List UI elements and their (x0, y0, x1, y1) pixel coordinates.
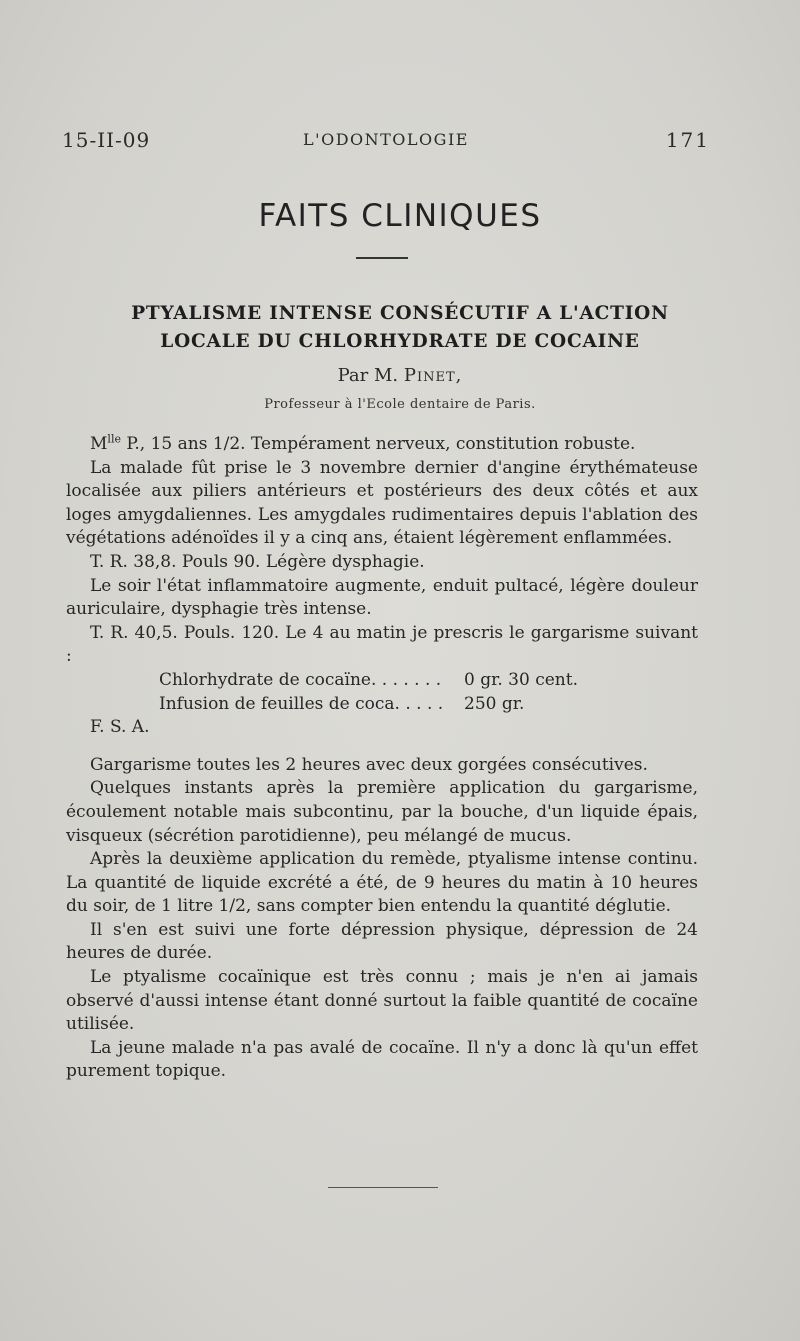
article-title-line-1: PTYALISME INTENSE CONSÉCUTIF A L'ACTION (131, 303, 669, 324)
paragraph: Le ptyalisme cocaïnique est très connu ; mais je n'en ai jamais observé d'aussi intense étant donné surtout la faible quantité de cocaïne utilisée. (66, 967, 698, 1035)
article-title (80, 300, 720, 356)
prescription-fsa: F. S. A. (90, 717, 150, 738)
prescription-quantity: 250 gr. (464, 693, 525, 714)
author-affiliation: Professeur à l'Ecole dentaire de Paris. (264, 397, 536, 412)
prescription-quantity: 0 gr. 30 cent. (464, 669, 578, 690)
article-title-line-2: LOCALE DU CHLORHYDRATE DE COCAINE (160, 331, 640, 352)
p1-prefix: M (90, 434, 108, 454)
byline-prefix: Par M. (337, 365, 399, 386)
paragraph: Gargarisme toutes les 2 heures avec deux gorgées consécutives. (90, 754, 648, 775)
header-date: 15-II-09 (62, 128, 151, 152)
header-page-number: 171 (665, 128, 710, 152)
article-body (66, 433, 698, 1084)
end-divider (328, 1187, 438, 1188)
section-title: FAITS CLINIQUES (258, 198, 542, 234)
paragraph: Après la deuxième application du remède, ptyalisme intense continu. La quantité de liquide excrété a été, de 9 heures du matin à 10 heures du soir, de 1 litre 1/2, sans compter bien entendu la quantité déglutie. (66, 849, 698, 917)
p1-rest: P., 15 ans 1/2. Tempérament nerveux, constitution robuste. (120, 434, 636, 454)
prescription-line (66, 693, 698, 717)
paragraph: T. R. 38,8. Pouls 90. Légère dysphagie. (90, 551, 425, 572)
prescription-line (66, 669, 698, 693)
prescription-ingredient: Chlorhydrate de cocaïne. . . . . . . (159, 669, 442, 690)
spacer (66, 740, 698, 754)
paragraph-patient (66, 433, 698, 457)
paragraph: La malade fût prise le 3 novembre dernier d'angine érythémateuse localisée aux piliers antérieurs et postérieurs des deux côtés et aux loges amygdaliennes. Les amygdales rudimentaires depuis l'ablation des végétations adénoïdes il y a cinq ans, étaient légèrement enflammées. (66, 457, 698, 549)
byline (0, 365, 800, 386)
p1-superscript: lle (107, 432, 121, 446)
title-divider (356, 257, 408, 259)
running-header (62, 128, 710, 158)
paragraph: Il s'en est suivi une forte dépression physique, dépression de 24 heures de durée. (66, 919, 698, 964)
paragraph: Le soir l'état inflammatoire augmente, enduit pultacé, légère douleur auriculaire, dysphagie très intense. (66, 575, 698, 620)
paragraph: T. R. 40,5. Pouls. 120. Le 4 au matin je prescris le gargarisme suivant : (66, 622, 698, 667)
prescription-ingredient: Infusion de feuilles de coca. . . . . (159, 693, 444, 714)
paragraph: Quelques instants après la première application du gargarisme, écoulement notable mais subcontinu, par la bouche, d'un liquide épais, visqueux (sécrétion parotidienne), peu mélangé de mucus. (66, 778, 698, 846)
paragraph: La jeune malade n'a pas avalé de cocaïne. Il n'y a donc là qu'un effet purement topique. (66, 1037, 698, 1082)
header-journal-title: L'ODONTOLOGIE (303, 130, 469, 149)
author-name: Pinet, (403, 365, 463, 386)
